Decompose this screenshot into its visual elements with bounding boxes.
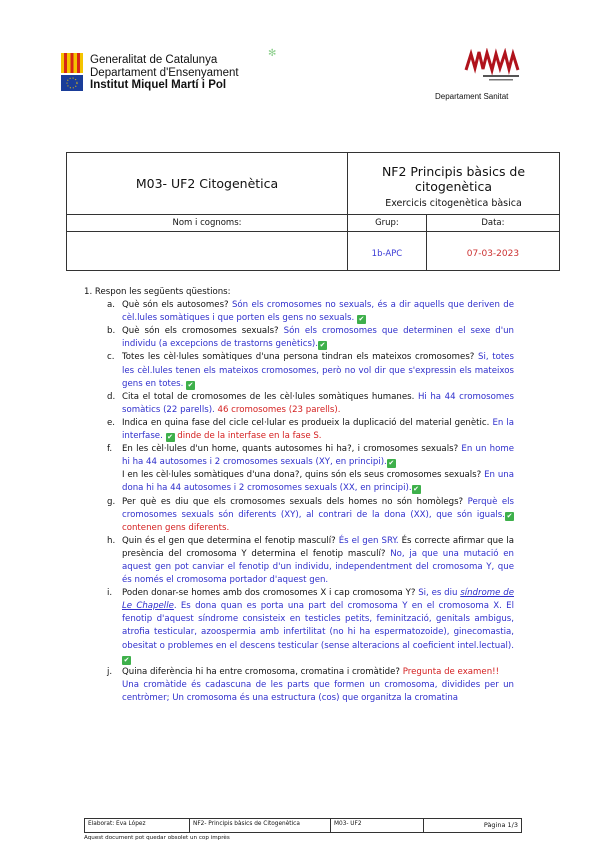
footer-note: Aquest document pot quedar obsolet un cop imprès: [84, 835, 230, 841]
module-title: M03- UF2 Citogenètica: [67, 153, 348, 215]
name-field[interactable]: [67, 232, 348, 271]
answer-text: Hi ha 44 cromosomes somàtics (22 parells).: [122, 391, 514, 415]
check-icon: ✔: [167, 433, 173, 442]
list-item: g. Per què es diu que els cromosomes sexuals dels homes no són homòlegs? Perquè els cromosomes sexuals són diferents (XY), al contrari de la dona (XX), que són iguals. ✔ contenen gens diferents.: [107, 496, 515, 533]
answer-text: En una dona hi ha 44 autosomes i 2 cromosomes sexuals (XX, en principi).: [122, 470, 514, 494]
question-text: Quin és el gen que determina el fenotip masculí?: [122, 535, 336, 546]
correction-text: contenen gens diferents.: [122, 522, 230, 533]
nf-title: NF2 Principis bàsics de citogenètica: [381, 164, 526, 194]
footer-uf: M03- UF2: [331, 819, 424, 832]
organization-header: [90, 54, 239, 92]
list-item: c. Totes les cèl·lules somàtiques d'una persona tindran els mateixos cromosomes? Si, totes les cèl.lules tenen els mateixos cromosomes, però no vol dir que s'expressin els mateixos gens en totes. ✔: [107, 352, 514, 389]
answer-text: En la interfase.: [122, 417, 515, 442]
department-logo-icon: [463, 48, 525, 84]
footer-page: Pàgina 1/3: [483, 821, 518, 829]
question-content: [84, 286, 514, 705]
answer-text: No, ja que una mutació en aquest gen pot canviar el fenotip d'un individu, independentment del cromosoma Y, que és només el cromosoma portador d'aquest gen.: [122, 548, 514, 586]
check-icon: ✔: [506, 511, 513, 520]
exercise-subtitle: Exercicis citogenètica bàsica: [385, 198, 522, 209]
question-text: Indica en quina fase del cicle cel·lular es produeix la duplicació del material genètic.: [122, 417, 490, 428]
org-line-1: Generalitat de Catalunya: [90, 54, 218, 66]
check-icon: ✔: [358, 315, 365, 324]
generalitat-logo-icon: [61, 53, 83, 93]
answer-text: Si, totes les cèl.lules tenen els mateixos cromosomes, però no vol dir que s'expressin els mateixos gens en totes.: [122, 352, 514, 389]
answer-text: Són els cromosomes que determinen el sexe d'un individu (a excepcions de trastorns genètics).: [122, 326, 514, 350]
question-text: Per què es diu que els cromosomes sexuals dels homes no són homòlegs?: [122, 496, 464, 507]
answer-text: Si, es diu: [418, 588, 458, 599]
question-text: Què són els cromosomes sexuals?: [122, 326, 279, 337]
list-item: f. En les cèl·lules d'un home, quants autosomes hi ha?, i cromosomes sexuals? En un home hi ha 44 autosomes i 2 cromosomes sexuals (XY, en principi). ✔ I en les cèl·lules somàtiques d'una dona?, quins són els seus cromosomes sexuals? En una dona hi ha 44 autosomes i 2 cromosomes sexuals (XX, en principi). ✔: [107, 444, 514, 494]
footer-nf: NF2- Principis bàsics de Citogenètica: [190, 819, 331, 832]
list-item: e. Indica en quina fase del cicle cel·lular es produeix la duplicació del material genètic. En la interfase. ✔ dinde de la interfase en la fase S.: [107, 417, 515, 442]
answer-text: És el gen SRY.: [338, 535, 399, 546]
list-item: i. Poden donar-se homes amb dos cromosomes X i cap cromosoma Y? Si, es diu síndrome de Le Chapelle. Es dona quan es porta una part del cromosoma Y en el cromosoma X. El fenotip d'aquest síndrome consisteix en testicles petits, feminització, genitals ambigus, atrofia testicular, azoospermia amb infertilitat (no hi ha espermatozoide), ginecomastia, obesitat o problemes en el descens testicular (sense alteracions al coeficient intel.lectual). ✔: [107, 588, 515, 664]
question-text: Totes les cèl·lules somàtiques d'una persona tindran els mateixos cromosomes?: [122, 352, 475, 363]
question-text: És correcte afirmar que la presència del cromosoma Y determina el fenotip masculí?: [122, 535, 515, 559]
page-footer: [84, 818, 522, 833]
footer-author: Elaborat: Eva López: [85, 819, 190, 832]
check-icon: ✔: [187, 380, 194, 389]
answer-text: Una cromàtide és cadascuna de les parts que formen un cromosoma, dividides per un centròmer; Un cromosoma és una estructura (cos) que organitza la cromatina: [122, 679, 514, 703]
question-text: Poden donar-se homes amb dos cromosomes X i cap cromosoma Y?: [122, 588, 416, 599]
question-text: Cita el total de cromosomes de les cèl·lules somàtiques humanes.: [122, 391, 415, 402]
group-value[interactable]: 1b-APC: [348, 232, 427, 271]
question-text: I en les cèl·lules somàtiques d'una dona?, quins són els seus cromosomes sexuals?: [122, 470, 482, 481]
answer-text: En un home hi ha 44 autosomes i 2 cromosomes sexuals (XY, en principi).: [122, 444, 514, 468]
exam-note: Pregunta de examen!!: [402, 666, 500, 677]
check-icon: ✔: [413, 485, 420, 494]
check-icon: ✔: [123, 655, 130, 664]
group-label: Grup:: [348, 215, 427, 232]
question-text: En les cèl·lules d'un home, quants autosomes hi ha?, i cromosomes sexuals?: [122, 444, 459, 455]
correction-text: 46 cromosomes (23 parells).: [217, 404, 341, 415]
org-line-2: Departament d'Ensenyament: [90, 66, 239, 79]
date-value[interactable]: 07-03-2023: [426, 232, 559, 271]
list-item: b. Què són els cromosomes sexuals? Són els cromosomes que determinen el sexe d'un individu (a excepcions de trastorns genètics). ✔: [107, 326, 514, 350]
answer-text: Perquè els cromosomes sexuals són diferents (XY), al contrari de la dona (XX), que són iguals.: [122, 496, 515, 520]
department-label: Departament Sanitat: [435, 92, 509, 101]
check-icon: ✔: [319, 341, 326, 350]
check-icon: ✔: [388, 459, 395, 468]
answer-text: . Es dona quan es porta una part del cromosoma Y en el cromosoma X. El fenotip d'aquest síndrome consisteix en testicles petits, feminització, genitals ambigus, atrofia testicular, azoospermia amb infertilitat (no hi ha espermatozoide), ginecomastia, obesitat o problemes en el descens testicular (sense alteracions al coeficient intel.lectual).: [122, 601, 514, 651]
list-item: j. Quina diferència hi ha entre cromosoma, cromatina i cromàtide? Pregunta de examen!! Una cromàtide és cadascuna de les parts que formen un cromosoma, dividides per un centròmer; Un cromosoma és una estructura (cos) que organitza la cromatina: [107, 666, 514, 703]
org-line-3: Institut Miquel Martí i Pol: [90, 79, 227, 91]
question-text: Què són els autosomes?: [122, 300, 229, 311]
name-label: Nom i cognoms:: [67, 215, 348, 232]
list-item: h. Quin és el gen que determina el fenotip masculí? És el gen SRY. És correcte afirmar que la presència del cromosoma Y determina el fenotip masculí? No, ja que una mutació en aquest gen pot canviar el fenotip d'un individu, independentment del cromosoma Y, que és només el cromosoma portador d'aquest gen.: [107, 535, 515, 586]
document-header-table: [66, 152, 560, 271]
question-text: Quina diferència hi ha entre cromosoma, cromatina i cromàtide?: [122, 666, 400, 677]
correction-text: dinde de la interfase en la fase S.: [177, 431, 322, 442]
leaf-icon: ✻: [268, 48, 277, 59]
list-item: d. Cita el total de cromosomes de les cèl·lules somàtiques humanes. Hi ha 44 cromosomes somàtics (22 parells). 46 cromosomes (23 parells).: [107, 391, 514, 415]
date-label: Data:: [426, 215, 559, 232]
syndrome-link[interactable]: síndrome de Le Chapelle: [122, 588, 515, 612]
answer-text: Són els cromosomes no sexuals, és a dir aquells que deriven de cèl.lules somàtiques i que porten els gens no sexuals.: [122, 300, 514, 324]
question-list: [84, 299, 514, 705]
question-intro: 1. Respon les següents qüestions:: [84, 287, 231, 297]
nf-cell: [348, 153, 560, 215]
list-item: a. Què són els autosomes? Són els cromosomes no sexuals, és a dir aquells que deriven de cèl.lules somàtiques i que porten els gens no sexuals. ✔: [107, 300, 514, 324]
